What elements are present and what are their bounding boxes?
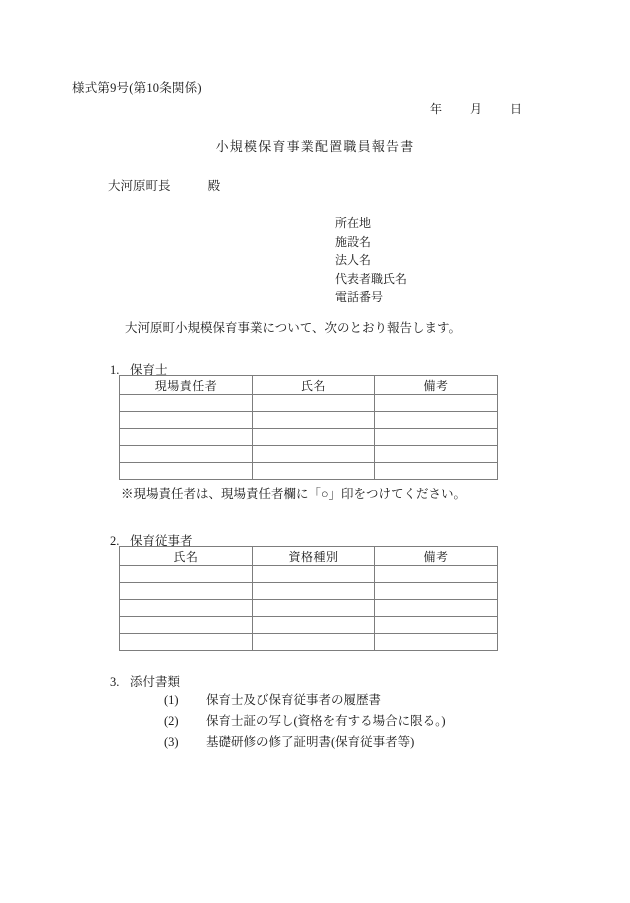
cell-qualification-type[interactable]	[253, 600, 375, 617]
section-number-3: 3.	[110, 675, 120, 689]
cell-remarks[interactable]	[375, 583, 498, 600]
list-item	[164, 690, 446, 711]
cell-qualification-type[interactable]	[253, 583, 375, 600]
list-item	[164, 711, 446, 732]
list-item-text-1: 保育士及び保育従事者の履歴書	[206, 693, 382, 707]
cell-site-manager[interactable]	[120, 446, 253, 463]
applicant-field-address: 所在地	[335, 216, 372, 230]
table-row[interactable]	[120, 617, 498, 634]
list-item-marker-3: (3)	[164, 735, 179, 749]
list-item-text-2: 保育士証の写し(資格を有する場合に限る。)	[206, 714, 446, 728]
list-item-marker-1: (1)	[164, 693, 179, 707]
section-title-2: 保育従事者	[130, 534, 193, 548]
column-header-name: 氏名	[253, 376, 375, 395]
addressee	[108, 176, 220, 194]
cell-qualification-type[interactable]	[253, 566, 375, 583]
list-item-text-3: 基礎研修の修了証明書(保育従事者等)	[206, 735, 415, 749]
section-number-2: 2.	[110, 534, 120, 548]
table-row[interactable]	[120, 566, 498, 583]
cell-remarks[interactable]	[375, 600, 498, 617]
site-manager-note: ※現場責任者は、現場責任者欄に「○」印をつけてください。	[121, 487, 467, 501]
cell-remarks[interactable]	[375, 395, 498, 412]
cell-name[interactable]	[120, 566, 253, 583]
cell-name[interactable]	[253, 395, 375, 412]
cell-qualification-type[interactable]	[253, 617, 375, 634]
cell-qualification-type[interactable]	[253, 634, 375, 651]
date-line	[430, 100, 522, 117]
cell-remarks[interactable]	[375, 429, 498, 446]
cell-name[interactable]	[120, 583, 253, 600]
cell-name[interactable]	[253, 412, 375, 429]
applicant-field-representative-name: 代表者職氏名	[335, 271, 408, 286]
nursery-teacher-table	[119, 375, 498, 480]
childcare-worker-table	[119, 546, 498, 651]
cell-name[interactable]	[120, 617, 253, 634]
date-day-label: 日	[510, 102, 523, 116]
applicant-info-block	[335, 214, 407, 307]
table-row[interactable]	[120, 583, 498, 600]
applicant-field-corporation-name: 法人名	[335, 253, 372, 268]
table-header-row	[120, 376, 498, 395]
section-title-3: 添付書類	[130, 675, 181, 689]
table-header-row	[120, 547, 498, 566]
cell-remarks[interactable]	[375, 617, 498, 634]
cell-remarks[interactable]	[375, 412, 498, 429]
table-row[interactable]	[120, 395, 498, 412]
cell-name[interactable]	[120, 634, 253, 651]
intro-paragraph: 大河原町小規模保育事業について、次のとおり報告します。	[125, 321, 462, 335]
cell-site-manager[interactable]	[120, 429, 253, 446]
cell-remarks[interactable]	[375, 634, 498, 651]
cell-remarks[interactable]	[375, 463, 498, 480]
column-header-site-manager: 現場責任者	[120, 376, 253, 395]
table-row[interactable]	[120, 429, 498, 446]
cell-name[interactable]	[120, 600, 253, 617]
table-row[interactable]	[120, 446, 498, 463]
document-title: 小規模保育事業配置職員報告書	[215, 139, 415, 154]
form-number: 様式第9号(第10条関係)	[72, 81, 202, 95]
table-row[interactable]	[120, 412, 498, 429]
applicant-field-phone-number: 電話番号	[335, 290, 384, 305]
section-heading-3	[110, 672, 180, 690]
table-row[interactable]	[120, 634, 498, 651]
list-item	[164, 732, 446, 753]
table-row[interactable]	[120, 600, 498, 617]
cell-name[interactable]	[253, 429, 375, 446]
cell-name[interactable]	[253, 463, 375, 480]
list-item-marker-2: (2)	[164, 714, 179, 728]
date-year-label: 年	[430, 102, 443, 116]
column-header-name: 氏名	[120, 547, 253, 566]
cell-site-manager[interactable]	[120, 395, 253, 412]
column-header-remarks: 備考	[375, 547, 498, 566]
date-month-label: 月	[470, 102, 483, 116]
section-number-1: 1.	[110, 363, 120, 377]
applicant-field-facility-name: 施設名	[335, 234, 372, 249]
column-header-remarks: 備考	[375, 376, 498, 395]
cell-remarks[interactable]	[375, 446, 498, 463]
addressee-name: 大河原町長	[108, 179, 171, 193]
attachment-list	[164, 690, 446, 753]
section-title-1: 保育士	[130, 363, 168, 377]
column-header-qualification-type: 資格種別	[253, 547, 375, 566]
cell-site-manager[interactable]	[120, 463, 253, 480]
cell-site-manager[interactable]	[120, 412, 253, 429]
table-row[interactable]	[120, 463, 498, 480]
addressee-honorific: 殿	[207, 179, 221, 193]
cell-remarks[interactable]	[375, 566, 498, 583]
cell-name[interactable]	[253, 446, 375, 463]
